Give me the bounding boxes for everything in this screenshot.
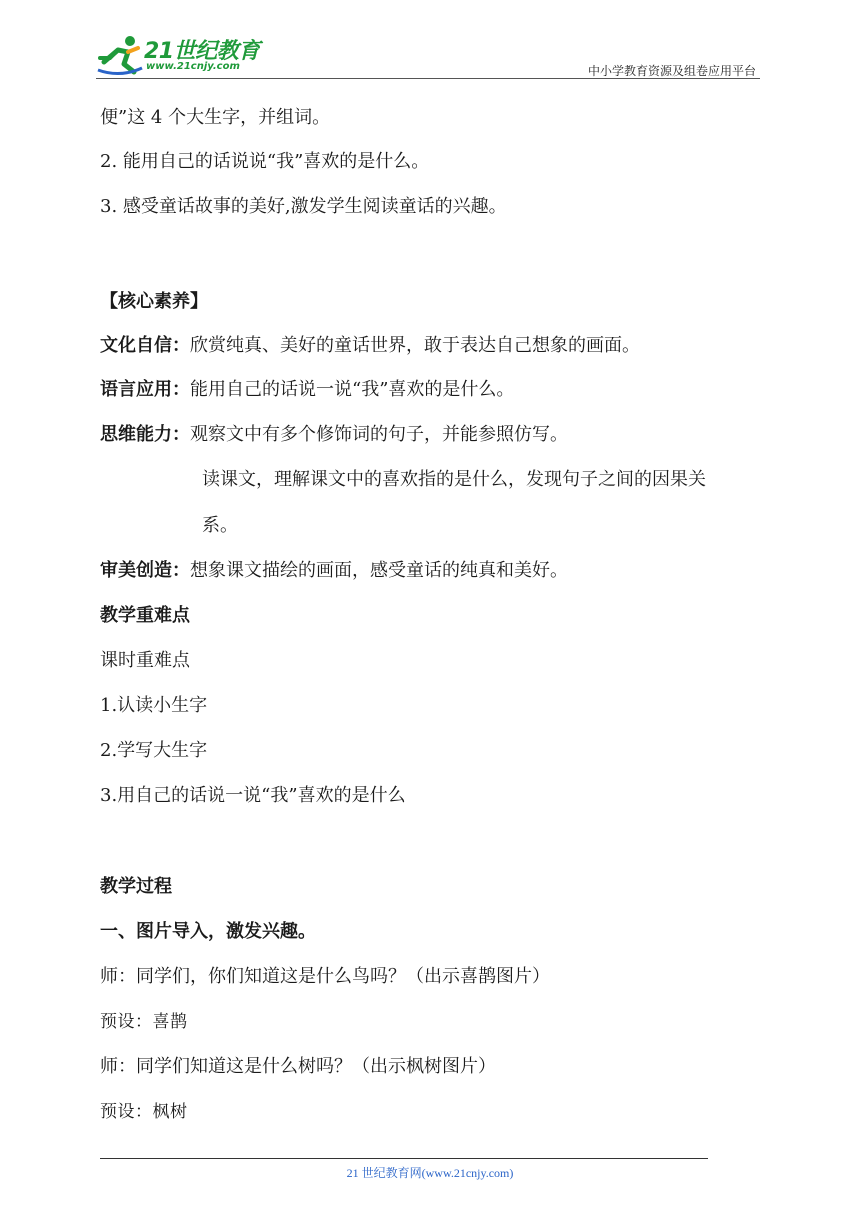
process-section-1: 一、图片导入，激发兴趣。 <box>100 921 316 942</box>
difficulty-subheading: 课时重难点 <box>100 650 190 671</box>
process-line-4: 预设：枫树 <box>100 1102 188 1122</box>
core-item-text: 能用自己的话说一说“我”喜欢的是什么。 <box>190 379 515 400</box>
difficulty-item-3: 3.用自己的话说一说“我”喜欢的是什么 <box>100 785 406 806</box>
core-item-text: 想象课文描绘的画面，感受童话的纯真和美好。 <box>190 560 568 581</box>
core-item-label: 语言应用： <box>100 379 190 400</box>
core-item-aesthetic <box>100 557 568 585</box>
runner-logo-icon <box>96 34 146 78</box>
process-line-3: 师：同学们知道这是什么树吗？（出示枫树图片） <box>100 1056 496 1077</box>
core-item-thinking <box>100 421 568 449</box>
core-item-label: 文化自信： <box>100 335 190 356</box>
difficulty-item-1: 1.认读小生字 <box>100 695 208 716</box>
objective-line-3: 3. 感受童话故事的美好,激发学生阅读童话的兴趣。 <box>100 196 507 217</box>
core-item-thinking-cont-1: 读课文，理解课文中的喜欢指的是什么，发现句子之间的因果关 <box>202 469 706 490</box>
core-item-language <box>100 376 514 404</box>
difficulty-heading: 教学重难点 <box>100 605 190 626</box>
footer-divider <box>100 1158 708 1159</box>
process-line-2: 预设：喜鹊 <box>100 1012 188 1032</box>
header-tagline: 中小学教育资源及组卷应用平台 <box>587 64 756 78</box>
core-heading: 【核心素养】 <box>100 291 208 312</box>
header-divider <box>96 78 760 79</box>
page-header <box>0 0 860 80</box>
core-item-thinking-cont-2: 系。 <box>202 515 238 536</box>
core-item-culture <box>100 332 640 360</box>
footer-link[interactable]: 21 世纪教育网(www.21cnjy.com) <box>346 1166 514 1180</box>
objective-line-2: 2. 能用自己的话说说“我”喜欢的是什么。 <box>100 151 430 172</box>
core-item-text: 欣赏纯真、美好的童话世界，敢于表达自己想象的画面。 <box>190 335 640 356</box>
core-item-text: 观察文中有多个修饰词的句子，并能参照仿写。 <box>190 424 568 445</box>
objective-line-1: 便”这 4 个大生字，并组词。 <box>100 107 331 128</box>
site-logo[interactable] <box>96 34 260 78</box>
process-heading: 教学过程 <box>100 876 172 897</box>
core-item-label: 审美创造： <box>100 560 190 581</box>
logo-url: www.21cnjy.com <box>146 61 240 72</box>
logo-title: 21世纪教育 <box>144 39 260 64</box>
process-line-1: 师：同学们，你们知道这是什么鸟吗？（出示喜鹊图片） <box>100 966 550 987</box>
difficulty-item-2: 2.学写大生字 <box>100 740 208 761</box>
core-item-label: 思维能力： <box>100 424 190 445</box>
